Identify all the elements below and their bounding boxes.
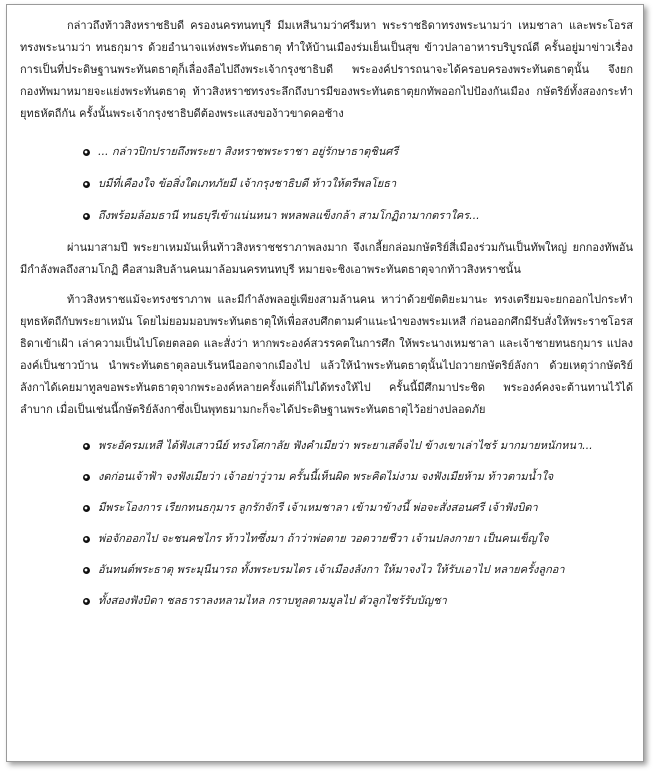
verse-line: งดก่อนเจ้าฟ้า จงฟังเมียว่า เจ้าอย่าวู่วาม ครั้นนี้เห็นผิด พระคิดไม่งาม จงฟังเมียห้าม ท้าวตามน้ำใจ [20, 466, 633, 488]
verse-line: อันทนต์พระธาตุ พระมุนีนารถ ทั้งพระบรมไตร เจ้าเมืองลังกา ให้มาจงไว ให้รับเอาไป หลายครั้งลูกอา [20, 559, 633, 581]
verse-line: ... กล่าวปิกปรายถึงพระยา สิงหราชพระราชา อยู่รักษาธาตุชินศรี [20, 141, 633, 163]
verse-line: มีพระโองการ เรียกทนธกุมาร ลูกรักจักรี เจ้าเหมชาลา เข้ามาข้างนี้ พ่อจะสั่งสอนศรี เจ้าฟังบิดา [20, 497, 633, 519]
bullet-icon [83, 567, 90, 574]
verse-line: ทั้งสองฟังบิดา ชลธาราลงหลามไหล กราบทูลตามมูลไป ตัวลูกไซร้รับบัญชา [20, 590, 633, 612]
paragraph-intro: กล่าวถึงท้าวสิงหราชธิบดี ครองนครทนทบุรี มีมเหสีนามว่าศรีมหา พระราชธิดาทรงพระนามว่า เหมชาลา และพระโอรสทรงพระนามว่า ทนธกุมาร ด้วยอำนาจแห่งพระทันตธาตุ ทำให้บ้านเมืองร่มเย็นเป็นสุข ข้าวปลาอาหารบริบูรณ์ดี ครั้นอยู่มาข่าวเรื่องการเป็นที่ประดิษฐานพระทันตธาตุก็เลื่องลือไปถึงพระเจ้ากรุงชาธิบดี พระองค์ปรารถนาจะได้ครอบครองพระทันตธาตุนั้น จึงยกกองทัพมาหมายจะแย่งพระทันตธาตุ ท้าวสิงหราชทรงระลึกถึงบารมีของพระทันตธาตุยกทัพออกไปป้องกันเมือง กษัตริย์ทั้งสองกระทำยุทธหัตถีกัน ครั้งนั้นพระเจ้ากรุงชาธิบดีต้องพระแสงของ้าวขาดคอช้าง [20, 19, 633, 120]
bullet-icon [83, 213, 90, 220]
bullet-icon [83, 474, 90, 481]
document-body [20, 15, 633, 621]
bullet-icon [83, 598, 90, 605]
verse-list-2 [20, 435, 633, 612]
bullet-icon [83, 181, 90, 188]
verse-list-1 [20, 141, 633, 227]
bullet-icon [83, 536, 90, 543]
paragraph-siege: ผ่านมาสามปี พระยาเหมมันเห็นท้าวสิงหราชชราภาพลงมาก จึงเกลี้ยกล่อมกษัตริย์สี่เมืองร่วมกันเป็นทัพใหญ่ ยกกองทัพอันมีกำลังพลถึงสามโกฏิ คือสามสิบล้านคนมาล้อมนครทนทบุรี หมายจะชิงเอาพระทันตธาตุจากท้าวสิงหราชนั้น [20, 241, 633, 276]
verse-line: บมีที่เคืองใจ ข้อสิ่งใดเภทภัยมี เจ้ากรุงชาธิบดี ท้าวให้ตรีพลโยธา [20, 173, 633, 195]
paragraph-king: ท้าวสิงหราชแม้จะทรงชราภาพ และมีกำลังพลอยู่เพียงสามล้านคน หาว่าด้วยขัตติยะมานะ ทรงเตรียมจะยกออกไปกระทำยุทธหัตถีกับพระยาเหมัน โดยไม่ยอมมอบพระทันตธาตุให้เพื่อสงบศึกตามคำแนะนำของพระมเหสี ก่อนออกศึกมีรับสั่งให้พระราชโอรสธิดาเข้าเฝ้า เล่าความเป็นไปโดยตลอด และสั่งว่า หากพระองค์สวรรคตในการศึก ให้พระนางเหมชาลา และเจ้าชายทนธกุมาร แปลงองค์เป็นชาวบ้าน นำพระทันตธาตุลอบเร้นหนีออกจากเมืองไป แล้วให้นำพระทันตธาตุนั้นไปถวายกษัตริย์ลังกา ด้วยเหตุว่ากษัตริย์ลังกาได้เคยมาทูลขอพระทันตธาตุจากพระองค์หลายครั้งแต่ก็ไม่ได้ทรงให้ไป ครั้นนี้มีศึกมาประชิด พระองค์คงจะต้านทานไว้ได้ลำบาก เมื่อเป็นเช่นนี้กษัตริย์ลังกาซึ่งเป็นพุทธมามกะก็จะได้ประดิษฐานพระทันตธาตุไว้อย่างปลอดภัย [20, 293, 633, 416]
verse-line: พระอัครมเหสี ได้ฟังเสาวนีย์ ทรงโศกาลัย ฟังคำเมียว่า พระยาเสด็จไป ข้างเขาเล่าไซร้ มากมายหนักหนา... [20, 435, 633, 457]
verse-line: พ่อจักออกไป จะชนคชไกร ท้าวไทซึ่งมา ถ้าว่าพ่อตาย วอดวายชีวา เจ้านปลงกายา เป็นคนเข็ญใจ [20, 528, 633, 550]
verse-line: ถึงพร้อมล้อมธานี ทนธบุรีเข้าแน่นหนา พหลพลแข็งกล้า สามโกฏิถามากตราใคร... [20, 205, 633, 227]
document-frame [6, 4, 644, 762]
bullet-icon [83, 443, 90, 450]
bullet-icon [83, 505, 90, 512]
bullet-icon [83, 149, 90, 156]
